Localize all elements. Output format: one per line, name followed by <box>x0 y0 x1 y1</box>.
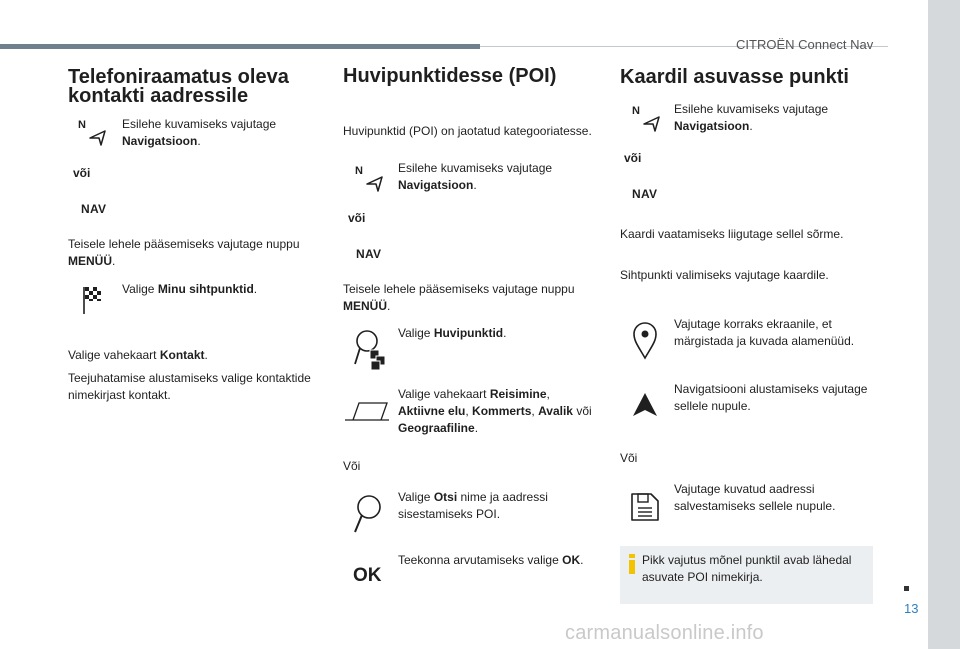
svg-text:N: N <box>632 105 640 117</box>
checkered-flag-icon <box>82 285 104 315</box>
poi-search-icon <box>353 328 387 370</box>
header-bar <box>0 44 480 49</box>
section-title: Huvipunktidesse (POI) <box>343 65 557 87</box>
section-title: Telefoniraamatus oleva kontakti aadressile <box>68 66 289 107</box>
search-icon <box>353 494 385 534</box>
info-note <box>620 546 873 604</box>
favorites-instruction: Valige Minu sihtpunktid. <box>122 282 258 296</box>
info-text: Pikk vajutus mõnel punktil avab lähedal asuvate POI nimekirja. <box>642 553 852 584</box>
go-instruction: Navigatsiooni alustamiseks vajutage sellele nupule. <box>674 382 868 413</box>
nav-button[interactable]: NAV <box>356 247 382 261</box>
category-tab-icon <box>345 400 389 422</box>
page-number: 13 <box>904 601 919 616</box>
map-move-instruction: Kaardi vaatamiseks liigutage sellel sõrme. <box>620 227 844 241</box>
navigation-arrow-icon <box>78 118 108 146</box>
svg-text:N: N <box>78 119 86 131</box>
page-marker <box>904 586 909 591</box>
nav-instruction: Esilehe kuvamiseks vajutage Navigatsioon. <box>674 102 829 133</box>
nav-button[interactable]: NAV <box>81 202 107 216</box>
menu-instruction: Teisele lehele pääsemiseks vajutage nuppu MENÜÜ. <box>343 282 575 313</box>
map-tap-instruction: Sihtpunkti valimiseks vajutage kaardile. <box>620 268 829 282</box>
category-instruction: Valige vahekaart Reisimine, Aktiivne elu, Kommerts, Avalik või Geograafiline. <box>398 387 592 435</box>
page-edge-strip <box>928 0 960 649</box>
or-label: või <box>348 211 366 225</box>
poi-intro: Huvipunktid (POI) on jaotatud kategooriatesse. <box>343 124 592 138</box>
or-label: või <box>624 151 642 165</box>
nav-instruction: Esilehe kuvamiseks vajutage Navigatsioon. <box>398 161 553 192</box>
ok-button[interactable]: OK <box>353 565 382 586</box>
menu-instruction: Teisele lehele pääsemiseks vajutage nuppu MENÜÜ. <box>68 237 300 268</box>
info-icon <box>628 554 636 574</box>
or-label: või <box>73 166 91 180</box>
go-triangle-icon <box>632 392 658 418</box>
section-title: Kaardil asuvasse punkti <box>620 66 849 88</box>
or-label: Või <box>343 459 361 473</box>
nav-button[interactable]: NAV <box>632 187 658 201</box>
watermark: carmanualsonline.info <box>565 622 764 644</box>
navigation-arrow-icon <box>632 104 662 132</box>
nav-instruction: Esilehe kuvamiseks vajutage Navigatsioon. <box>122 117 277 148</box>
route-instruction: Teekonna arvutamiseks valige OK. <box>398 553 584 567</box>
svg-text:N: N <box>355 165 363 177</box>
or-label: Või <box>620 451 638 465</box>
search-instruction: Valige Otsi nime ja aadressi sisestamiseks POI. <box>398 490 548 521</box>
brand-title: CITROËN Connect Nav <box>736 37 874 52</box>
map-pin-icon <box>632 322 658 360</box>
navigation-arrow-icon <box>355 164 385 192</box>
poi-select-instruction: Valige Huvipunktid. <box>398 326 507 340</box>
contact-tab-instruction: Valige vahekaart Kontakt. <box>68 348 208 362</box>
save-instruction: Vajutage kuvatud aadressi salvestamiseks sellele nupule. <box>674 482 836 513</box>
contact-final-instruction: Teejuhatamise alustamiseks valige kontaktide nimekirjast kontakt. <box>68 371 311 402</box>
pin-instruction: Vajutage korraks ekraanile, et märgistada ja kuvada alamenüüd. <box>674 317 855 348</box>
save-icon <box>630 492 660 522</box>
